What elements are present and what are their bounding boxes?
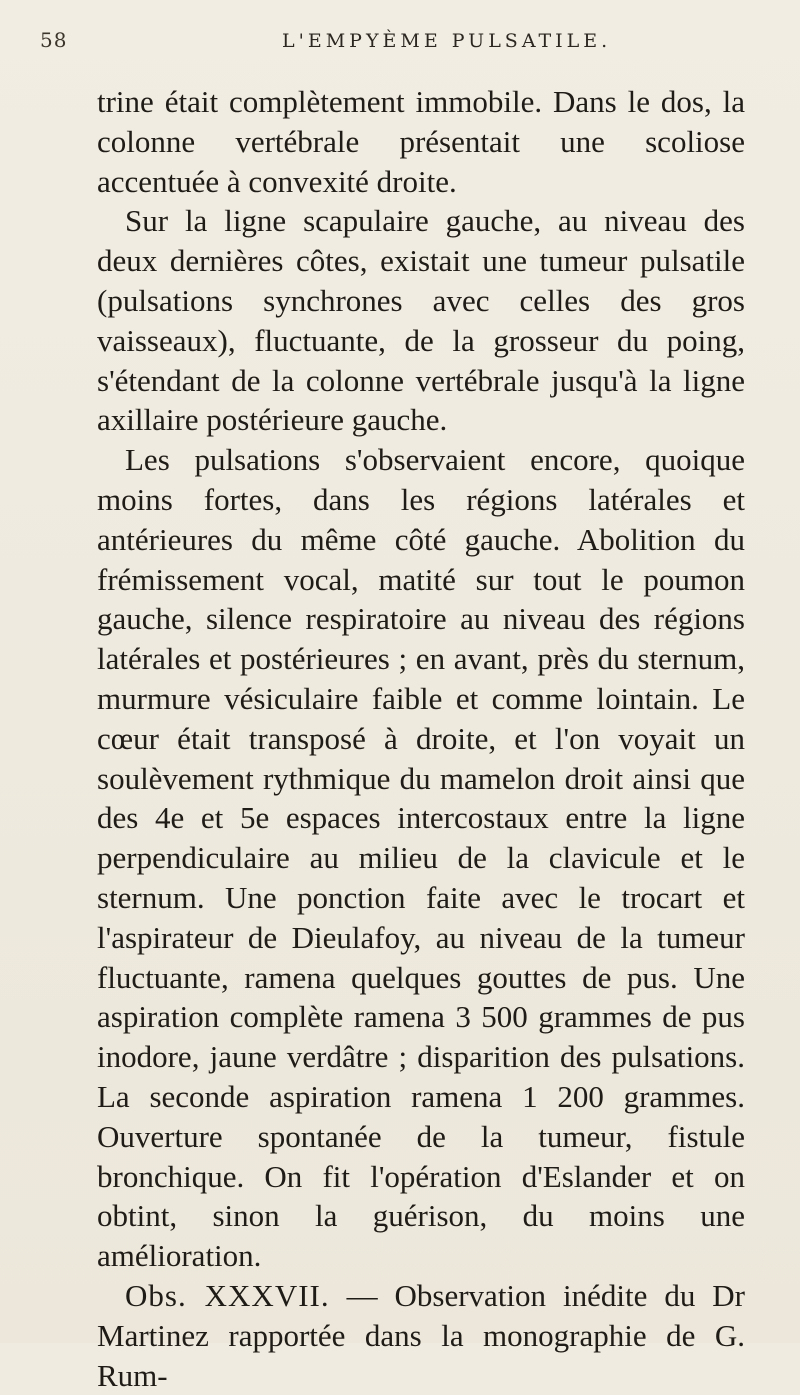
paragraph-tumor: Sur la ligne scapulaire gauche, au niveau des deux dernières côtes, existait une tumeur pulsatile (pulsations synchrones avec celles des gros vaisseaux), fluctuante, de la grosseur du poing, s'étendant de la colonne vertébrale jusqu'à la ligne axillaire postérieure gauche.	[97, 203, 745, 438]
paragraph-pulsations: Les pulsations s'observaient encore, quoique moins fortes, dans les régions latérales et antérieures du même côté gauche. Abolition du frémissement vocal, matité sur tout le poumon gauche, silence respiratoire au niveau des régions latérales et postérieures ; en avant, près du sternum, murmure vésiculaire faible et comme lointain. Le cœur était transposé à droite, et l'on voyait un soulèvement rythmique du mamelon droit ainsi que des 4e et 5e espaces intercostaux entre la ligne perpendiculaire au milieu de la clavicule et le sternum. Une ponction faite avec le trocart et l'aspirateur de Dieulafoy, au niveau de la tumeur fluctuante, ramena quelques gouttes de pus. Une aspiration complète ramena 3 500 grammes de pus inodore, jaune verdâtre ; disparition des pulsations. La seconde aspiration ramena 1 200 grammes. Ouverture spontanée de la tumeur, fistule bronchique. On fit l'opération d'Eslander et on obtint, sinon la guérison, du moins une amélioration.	[97, 442, 745, 1274]
body-text	[97, 82, 745, 1395]
page-number: 58	[40, 28, 68, 52]
running-head: L'EMPYÈME PULSATILE.	[282, 30, 612, 52]
observation-text: — Observation inédite du Dr Martinez rapportée dans la monographie de G. Rum-	[97, 1277, 745, 1393]
paragraph-observation	[97, 1276, 745, 1395]
observation-label: Obs. XXXVII.	[125, 1277, 330, 1313]
paragraph-continued: trine était complètement immobile. Dans le dos, la colonne vertébrale présentait une scoliose accentuée à convexité droite.	[97, 84, 745, 199]
page-header	[40, 28, 760, 68]
